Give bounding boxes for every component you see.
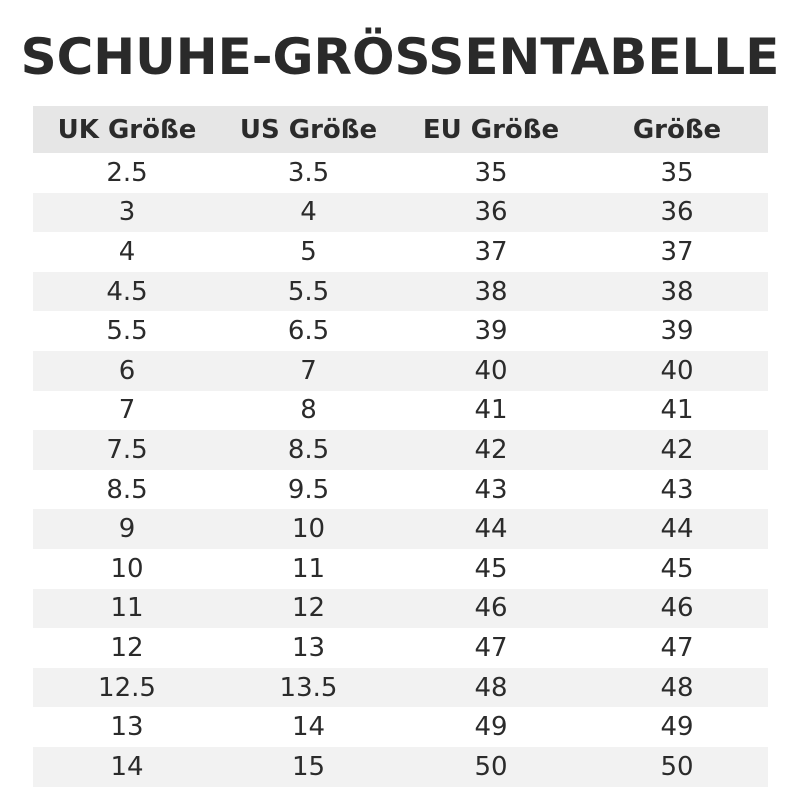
header-uk-size: UK Größe xyxy=(57,114,197,145)
table-cell: 47 xyxy=(660,632,694,663)
table-cell: 48 xyxy=(660,672,694,703)
table-cell: 35 xyxy=(660,157,694,188)
table-cell: 9.5 xyxy=(287,474,330,505)
table-cell: 40 xyxy=(474,355,508,386)
table-cell: 4.5 xyxy=(106,276,148,307)
table-row xyxy=(33,153,768,193)
table-row xyxy=(33,391,768,431)
table-body xyxy=(33,153,768,787)
table-cell: 50 xyxy=(660,751,694,782)
table-cell: 44 xyxy=(660,514,694,545)
table-cell: 4 xyxy=(118,236,136,267)
table-cell: 11 xyxy=(291,553,326,584)
table-cell: 11 xyxy=(110,593,144,624)
table-cell: 13 xyxy=(291,632,326,663)
table-cell: 2.5 xyxy=(106,157,148,188)
table-cell: 13.5 xyxy=(279,672,338,703)
table-cell: 7.5 xyxy=(106,434,148,465)
table-row xyxy=(33,668,768,708)
table-row xyxy=(33,430,768,470)
table-cell: 14 xyxy=(110,751,144,782)
table-header-row xyxy=(33,106,768,153)
table-cell: 48 xyxy=(474,672,508,703)
table-cell: 8.5 xyxy=(106,474,148,505)
table-cell: 10 xyxy=(110,553,144,584)
table-cell: 15 xyxy=(291,751,326,782)
table-cell: 37 xyxy=(660,236,694,267)
table-cell: 12 xyxy=(291,593,326,624)
table-cell: 39 xyxy=(660,316,694,347)
table-row xyxy=(33,509,768,549)
table-row xyxy=(33,272,768,312)
table-cell: 45 xyxy=(474,553,508,584)
table-cell: 12 xyxy=(110,632,144,663)
table-cell: 40 xyxy=(660,355,694,386)
table-cell: 4 xyxy=(300,197,317,228)
table-cell: 42 xyxy=(660,434,694,465)
table-cell: 13 xyxy=(110,712,144,743)
table-cell: 7 xyxy=(300,355,317,386)
table-cell: 5.5 xyxy=(106,316,148,347)
table-row xyxy=(33,351,768,391)
table-cell: 45 xyxy=(660,553,694,584)
table-cell: 38 xyxy=(660,276,694,307)
table-cell: 49 xyxy=(660,712,694,743)
table-cell: 36 xyxy=(474,197,508,228)
table-cell: 6.5 xyxy=(287,316,330,347)
table-cell: 7 xyxy=(118,395,136,426)
table-cell: 49 xyxy=(474,712,508,743)
table-row xyxy=(33,232,768,272)
table-cell: 41 xyxy=(474,395,508,426)
table-cell: 5 xyxy=(300,236,317,267)
table-row xyxy=(33,470,768,510)
table-row xyxy=(33,193,768,233)
table-row xyxy=(33,747,768,787)
header-eu-size: EU Größe xyxy=(422,114,560,145)
table-cell: 38 xyxy=(474,276,508,307)
table-cell: 12.5 xyxy=(98,672,156,703)
table-cell: 39 xyxy=(474,316,508,347)
table-cell: 5.5 xyxy=(287,276,330,307)
table-cell: 8.5 xyxy=(287,434,330,465)
table-cell: 41 xyxy=(660,395,694,426)
table-cell: 9 xyxy=(118,514,136,545)
table-cell: 43 xyxy=(660,474,694,505)
page-title: SCHUHE-GRÖSSENTABELLE xyxy=(20,28,780,86)
table-cell: 37 xyxy=(474,236,508,267)
table-row xyxy=(33,311,768,351)
table-cell: 46 xyxy=(474,593,508,624)
header-us-size: US Größe xyxy=(239,114,378,145)
table-cell: 3.5 xyxy=(287,157,330,188)
table-cell: 47 xyxy=(474,632,508,663)
table-cell: 46 xyxy=(660,593,694,624)
table-cell: 3 xyxy=(118,197,136,228)
table-cell: 44 xyxy=(474,514,508,545)
table-cell: 43 xyxy=(474,474,508,505)
table-cell: 42 xyxy=(474,434,508,465)
table-row xyxy=(33,549,768,589)
table-row xyxy=(33,707,768,747)
size-table xyxy=(33,106,768,787)
table-row xyxy=(33,628,768,668)
table-cell: 36 xyxy=(660,197,694,228)
table-cell: 10 xyxy=(291,514,326,545)
table-row xyxy=(33,589,768,629)
header-size: Größe xyxy=(632,114,722,145)
table-cell: 8 xyxy=(300,395,317,426)
table-cell: 50 xyxy=(474,751,508,782)
table-cell: 35 xyxy=(474,157,508,188)
table-cell: 14 xyxy=(291,712,326,743)
table-cell: 6 xyxy=(118,355,136,386)
